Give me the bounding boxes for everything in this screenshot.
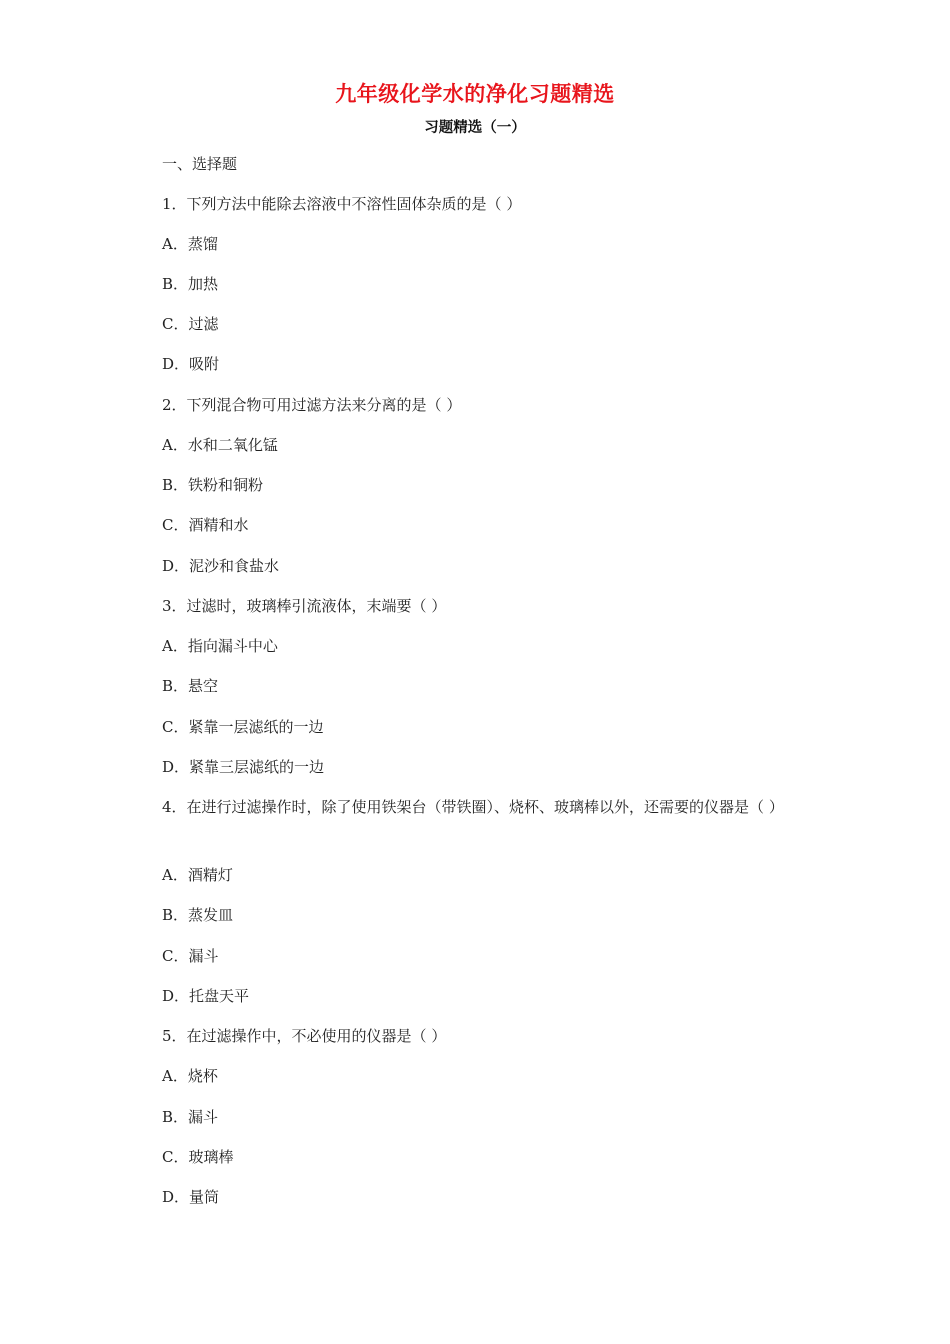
question-5-option-c: C．玻璃棒	[162, 1148, 234, 1166]
question-4-option-d: D．托盘天平	[162, 987, 250, 1005]
question-3-option-c: C．紧靠一层滤纸的一边	[162, 718, 324, 736]
question-4-option-c: C．漏斗	[162, 947, 219, 965]
question-5-option-b: B．漏斗	[162, 1108, 219, 1126]
question-3-option-b: B．悬空	[162, 677, 219, 695]
question-4-option-a: A．酒精灯	[162, 866, 233, 884]
question-5-option-a: A．烧杯	[162, 1067, 218, 1085]
question-5-option-d: D．量筒	[162, 1188, 220, 1206]
question-3-option-a: A．指向漏斗中心	[162, 637, 278, 655]
question-3-option-d: D．紧靠三层滤纸的一边	[162, 758, 325, 776]
question-2-stem: 2．下列混合物可用过滤方法来分离的是（ ）	[162, 396, 462, 414]
question-2-option-b: B．铁粉和铜粉	[162, 476, 264, 494]
question-5-stem: 5．在过滤操作中，不必使用的仪器是（ ）	[162, 1027, 447, 1045]
question-1-option-a: A．蒸馏	[162, 235, 218, 253]
question-3-stem: 3．过滤时，玻璃棒引流液体，末端要（ ）	[162, 597, 447, 615]
document-subtitle: 习题精选（一）	[424, 120, 526, 136]
question-4-option-b: B．蒸发皿	[162, 906, 234, 924]
question-1-option-d: D．吸附	[162, 355, 220, 373]
question-2-option-d: D．泥沙和食盐水	[162, 557, 280, 575]
document-title: 九年级化学水的净化习题精选	[335, 82, 615, 106]
question-4-stem: 4．在进行过滤操作时，除了使用铁架台（带铁圈）、烧杯、玻璃棒以外，还需要的仪器是（ ）	[162, 798, 784, 816]
question-1-option-c: C．过滤	[162, 315, 219, 333]
question-2-option-a: A．水和二氧化锰	[162, 436, 278, 454]
question-2-option-c: C．酒精和水	[162, 516, 249, 534]
question-1-option-b: B．加热	[162, 275, 219, 293]
section-heading: 一、选择题	[162, 155, 238, 173]
question-1-stem: 1．下列方法中能除去溶液中不溶性固体杂质的是（ ）	[162, 195, 522, 213]
